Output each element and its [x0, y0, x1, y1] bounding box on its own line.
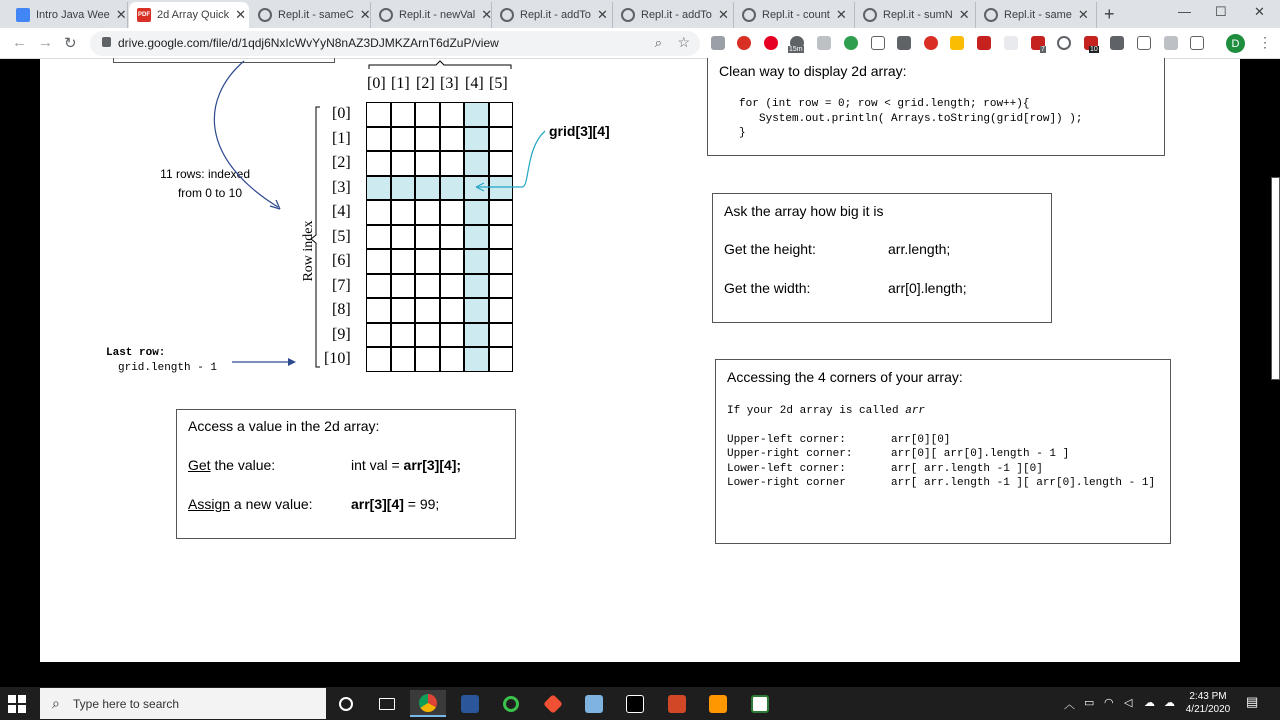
pdf-icon: PDF	[137, 8, 151, 22]
cloud-icon[interactable]: ☁	[1144, 697, 1155, 709]
close-icon[interactable]: ✕	[359, 7, 371, 22]
grid-cell	[489, 323, 514, 348]
chrome-icon[interactable]	[410, 690, 446, 717]
grid-extension-icon[interactable]	[897, 36, 911, 50]
tab-replit-count[interactable]	[734, 2, 855, 28]
access-box-title: Access a value in the 2d array:	[188, 418, 380, 434]
grid-cell	[440, 249, 465, 274]
grid-cell	[415, 176, 440, 201]
close-icon[interactable]: ✕	[596, 7, 608, 22]
row-label: [2]	[332, 154, 351, 171]
apps-extension-icon[interactable]	[1190, 36, 1204, 50]
browser-toolbar	[0, 28, 1280, 59]
tab-title: Intro Java Wee	[36, 9, 110, 21]
docs-icon	[16, 8, 30, 22]
tab-title: 2d Array Quick	[157, 9, 230, 21]
grid-cell	[366, 176, 391, 201]
grid-cell	[391, 225, 416, 250]
sublime-icon[interactable]	[700, 690, 736, 717]
get-value-label	[188, 457, 275, 473]
corner-row	[727, 447, 1155, 461]
tab-replit-same[interactable]	[976, 2, 1097, 28]
grid-cell	[366, 274, 391, 299]
last-row-note	[106, 346, 217, 376]
grid-cell	[415, 151, 440, 176]
grid-cell	[464, 249, 489, 274]
assign-rest: a new value:	[230, 496, 313, 512]
maximize-icon[interactable]: ☐	[1215, 4, 1227, 19]
grid-cell	[440, 200, 465, 225]
corners-box-title: Accessing the 4 corners of your array:	[727, 369, 963, 385]
corner-row	[727, 433, 1155, 447]
last-row-arrow	[230, 355, 300, 369]
grid-cell	[464, 225, 489, 250]
width-code: arr[0].length;	[888, 280, 967, 296]
rows-note-line2: from 0 to 10	[177, 186, 242, 200]
evernote-icon[interactable]	[844, 36, 858, 50]
taskbar	[0, 687, 1280, 720]
pdf-page	[40, 59, 1240, 662]
grid-cell	[440, 274, 465, 299]
grid-cell	[415, 102, 440, 127]
jetbrains-icon[interactable]	[617, 690, 653, 717]
battery-icon[interactable]: ▭	[1084, 697, 1095, 709]
search-placeholder: Type here to search	[73, 697, 180, 711]
row-label: [0]	[332, 105, 351, 122]
grid-cell	[366, 298, 391, 323]
assign-word: Assign	[188, 496, 231, 512]
grid-cell	[489, 347, 514, 372]
tab-replit-addto-2[interactable]	[613, 2, 734, 28]
corner-code: arr[ arr.length -1 ][ arr[0].length - 1]	[891, 476, 1156, 489]
column-brace	[366, 59, 516, 73]
row-label: [1]	[332, 130, 351, 147]
taskbar-search[interactable]	[40, 688, 326, 719]
tab-title: Repl.it - count	[762, 9, 830, 21]
last-row-line1: Last row:	[106, 347, 166, 359]
height-code: arr.length;	[888, 241, 951, 257]
clock-time: 2:43 PM	[1189, 691, 1227, 702]
corners-table	[727, 433, 1155, 490]
replit-icon	[379, 8, 393, 22]
stop-extension-icon[interactable]	[924, 36, 938, 50]
new-tab-button[interactable]: +	[1104, 4, 1115, 24]
count-badge: 10	[1090, 46, 1098, 53]
tab-strip	[0, 0, 1280, 28]
grid-cell	[440, 102, 465, 127]
onedrive-icon[interactable]: ☁	[1164, 697, 1175, 709]
grid-cell	[464, 102, 489, 127]
corners-intro	[727, 405, 925, 417]
row-index-label: Row index	[301, 220, 316, 282]
menu-icon[interactable]: ⋮	[1258, 34, 1272, 50]
tab-replit-addto-1[interactable]	[492, 2, 613, 28]
rows-note-line1: 11 rows: indexed	[160, 167, 250, 181]
display-code-line3: }	[739, 127, 746, 139]
extension-badge: 7	[1041, 46, 1045, 53]
grid-cell	[366, 151, 391, 176]
grid-cell	[366, 102, 391, 127]
assign-code-post: = 99;	[403, 496, 440, 512]
last-row-line2: grid.length - 1	[118, 362, 218, 374]
row-label: [4]	[332, 203, 351, 220]
assign-code-bold: arr[3][4]	[351, 496, 404, 512]
grid-cell	[464, 323, 489, 348]
corner-code: arr[ arr.length -1 ][0]	[891, 462, 1043, 475]
grid-cell	[415, 225, 440, 250]
grid-cell	[464, 298, 489, 323]
grid-cell	[489, 102, 514, 127]
tab-title: Repl.it - newVal	[399, 9, 476, 21]
row-label: [10]	[324, 350, 351, 367]
access-value-box	[176, 409, 516, 539]
col-label: [4]	[465, 75, 484, 92]
grid-cell	[489, 298, 514, 323]
grid-cell	[440, 298, 465, 323]
grid-cell	[366, 249, 391, 274]
row-label: [5]	[332, 228, 351, 245]
grid-cell	[440, 347, 465, 372]
drive-extension-icon[interactable]	[711, 36, 725, 50]
grid-cell	[391, 176, 416, 201]
grid-cell	[366, 323, 391, 348]
close-icon[interactable]: ✕	[835, 7, 847, 22]
grid-cell	[415, 127, 440, 152]
window-close-icon[interactable]: ✕	[1254, 4, 1265, 19]
grid-cell	[464, 347, 489, 372]
table-extension-icon[interactable]	[1137, 36, 1151, 50]
get-rest: the value:	[210, 457, 276, 473]
corner-label: Lower-left corner:	[727, 462, 846, 475]
grid-cell	[440, 127, 465, 152]
dropbox-icon[interactable]	[817, 36, 831, 50]
grid-cell	[391, 298, 416, 323]
grid-cell	[464, 274, 489, 299]
grid-cell	[440, 151, 465, 176]
tab-intro-java[interactable]	[8, 2, 128, 28]
display-code-line2: System.out.println( Arrays.toString(grid[row]) );	[759, 113, 1083, 125]
back-icon[interactable]: ←	[12, 34, 27, 51]
profile-avatar[interactable]: D	[1226, 34, 1245, 53]
corner-label: Upper-right corner:	[727, 448, 853, 461]
close-icon[interactable]: ✕	[958, 7, 970, 22]
grid-cell	[489, 225, 514, 250]
row-label: [7]	[332, 277, 351, 294]
tab-replit-samec[interactable]	[250, 2, 371, 28]
corner-code: arr[0][ arr[0].length - 1 ]	[891, 448, 1070, 461]
url-text: drive.google.com/file/d/1qdj6NxIcWvYyN8nAZ3DJMKZArnT6dZuP/view	[118, 36, 499, 50]
scrollbar-thumb[interactable]	[1271, 177, 1280, 380]
array-size-box	[712, 193, 1052, 323]
col-label: [1]	[391, 75, 410, 92]
height-label: Get the height:	[724, 241, 816, 257]
color-extension-icon[interactable]	[950, 36, 964, 50]
close-icon[interactable]: ✕	[115, 7, 127, 22]
row-label: [6]	[332, 252, 351, 269]
grid-cell	[391, 347, 416, 372]
width-label: Get the width:	[724, 280, 811, 296]
tab-title: Repl.it - sumN	[883, 9, 953, 21]
grid-cell	[489, 249, 514, 274]
bookmark-extension-icon[interactable]	[977, 36, 991, 50]
grid-cell	[391, 249, 416, 274]
corner-label: Upper-left corner:	[727, 434, 846, 446]
chart-extension-icon[interactable]	[871, 36, 885, 50]
tab-title: Repl.it - addTo	[520, 9, 591, 21]
grid-cell	[415, 200, 440, 225]
network-icon[interactable]: ◠	[1104, 697, 1114, 709]
col-label: [2]	[416, 75, 435, 92]
forward-icon[interactable]: →	[38, 34, 53, 51]
git-icon[interactable]	[535, 690, 571, 717]
powerpoint-icon[interactable]	[659, 690, 695, 717]
windows-start-icon[interactable]	[8, 695, 26, 713]
grid-cell	[391, 102, 416, 127]
replit-icon	[258, 8, 272, 22]
corners-intro-pre: If your 2d array is called	[727, 405, 906, 417]
grid-cell	[415, 323, 440, 348]
corner-code: arr[0][0]	[891, 434, 951, 446]
grid-cell	[391, 200, 416, 225]
close-icon[interactable]: ✕	[717, 7, 729, 22]
link-extension-icon[interactable]	[1004, 36, 1018, 50]
assign-value-code	[351, 496, 439, 512]
grid-ref-label: grid[3][4]	[549, 123, 610, 139]
get-code-pre: int val =	[351, 457, 404, 473]
close-icon[interactable]: ✕	[235, 7, 247, 22]
pinterest-icon[interactable]	[764, 36, 778, 50]
tab-replit-sumn[interactable]	[855, 2, 976, 28]
tray-chevron-icon[interactable]: ︿	[1064, 699, 1075, 711]
display-box-title: Clean way to display 2d array:	[719, 63, 907, 79]
corner-row	[727, 462, 1155, 476]
col-label: [5]	[489, 75, 508, 92]
search-icon: ⌕	[52, 695, 60, 711]
col-label: [3]	[440, 75, 459, 92]
close-icon[interactable]: ✕	[1077, 7, 1089, 22]
close-icon[interactable]: ✕	[481, 7, 493, 22]
clock[interactable]	[1182, 690, 1234, 716]
grid-cell	[440, 176, 465, 201]
grid-cell	[415, 347, 440, 372]
corner-label: Lower-right corner	[727, 476, 846, 489]
word-icon[interactable]	[452, 690, 488, 717]
star-icon[interactable]: ☆	[677, 34, 690, 50]
tab-replit-newval[interactable]	[371, 2, 492, 28]
grid-cell	[464, 200, 489, 225]
replit-icon	[863, 8, 877, 22]
replit-icon	[500, 8, 514, 22]
curved-arrow	[200, 59, 340, 219]
address-bar[interactable]	[90, 31, 700, 56]
get-value-code	[351, 457, 461, 473]
grid-cell	[489, 200, 514, 225]
replit-icon	[984, 8, 998, 22]
grid-cell	[391, 127, 416, 152]
volume-icon[interactable]: ◁	[1124, 697, 1133, 709]
lock-icon	[102, 37, 111, 47]
pdf-viewer	[0, 59, 1280, 687]
display-array-box	[707, 58, 1165, 156]
notifications-icon[interactable]: ▤	[1246, 694, 1259, 709]
grid-cell	[415, 249, 440, 274]
corners-intro-var: arr	[905, 405, 926, 417]
tab-title: Repl.it - same	[1004, 9, 1072, 21]
cortana-icon[interactable]	[328, 690, 364, 717]
search-icon[interactable]: ⌕	[654, 35, 662, 50]
task-view-icon[interactable]	[369, 690, 405, 717]
grid-cell	[391, 274, 416, 299]
grid-cell	[391, 323, 416, 348]
row-label: [9]	[332, 326, 351, 343]
spinner-app-icon[interactable]	[493, 690, 529, 717]
grid-cell	[366, 200, 391, 225]
row-label: [8]	[332, 301, 351, 318]
replit-icon	[742, 8, 756, 22]
grid-cell	[440, 225, 465, 250]
tab-title: Repl.it - addTo	[641, 9, 712, 21]
timer-badge: 15m	[789, 46, 803, 53]
grid-cell	[415, 298, 440, 323]
notes-icon[interactable]	[576, 690, 612, 717]
corner-row	[727, 476, 1155, 490]
tab-2d-array[interactable]	[129, 2, 249, 28]
s-extension-icon[interactable]	[1110, 36, 1124, 50]
reload-icon[interactable]: ↻	[64, 35, 77, 52]
grid-cell	[415, 274, 440, 299]
grid-cell	[440, 323, 465, 348]
row-label: [3]	[332, 179, 351, 196]
grid-cell	[366, 127, 391, 152]
teal-arrow	[470, 129, 550, 191]
grid-cell	[391, 151, 416, 176]
grid-cell	[366, 225, 391, 250]
clock-date: 4/21/2020	[1185, 704, 1231, 715]
minimize-icon[interactable]: —	[1178, 4, 1191, 19]
check-extension-icon[interactable]	[1057, 36, 1071, 50]
assign-value-label	[188, 496, 313, 512]
display-code-line1: for (int row = 0; row < grid.length; row++){	[739, 98, 1030, 110]
corners-box	[715, 359, 1171, 544]
tab-title: Repl.it - sameC	[278, 9, 354, 21]
grid-cell	[489, 274, 514, 299]
get-code-bold: arr[3][4];	[403, 457, 462, 473]
size-box-title: Ask the array how big it is	[724, 203, 884, 219]
screen-extension-icon[interactable]	[1164, 36, 1178, 50]
grid-cell	[366, 347, 391, 372]
col-label: [0]	[367, 75, 386, 92]
console-icon[interactable]	[742, 690, 778, 717]
adblock-icon[interactable]	[737, 36, 751, 50]
get-word: Get	[188, 457, 211, 473]
replit-icon	[621, 8, 635, 22]
